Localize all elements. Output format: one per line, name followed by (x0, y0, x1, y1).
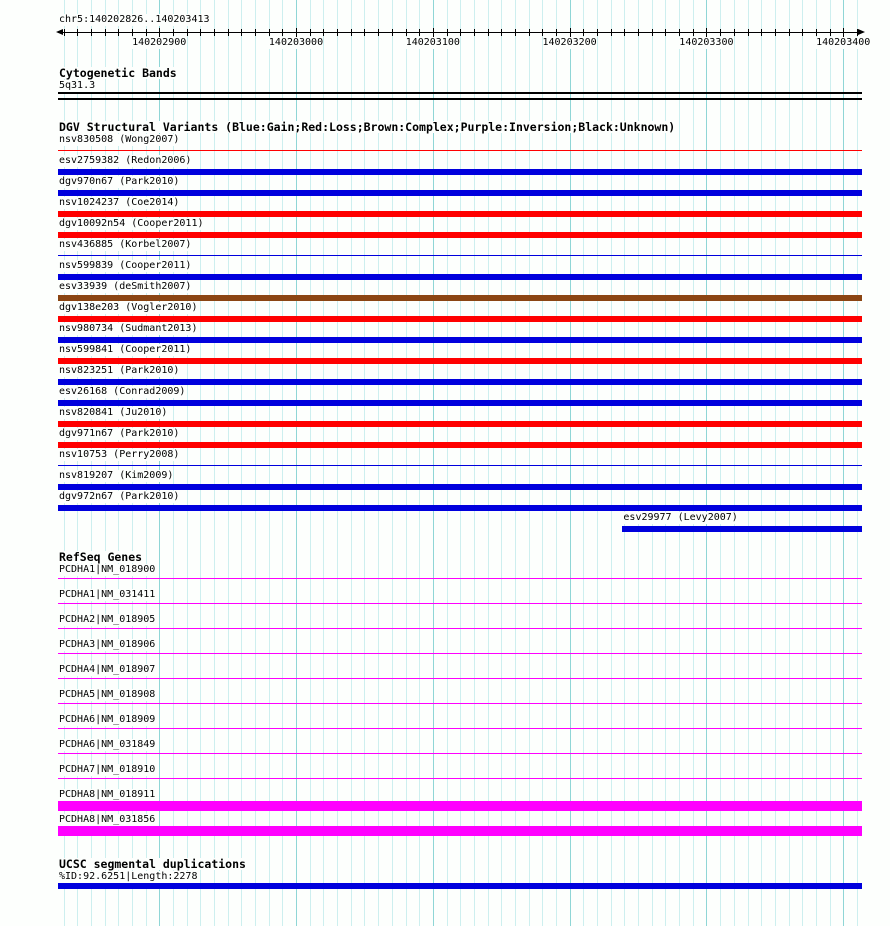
refseq-gene-label[interactable]: PCDHA1|NM_018900 (59, 564, 156, 575)
gridline-major (433, 0, 434, 926)
cytogenetic-bands-title: Cytogenetic Bands (59, 66, 177, 80)
ruler-tick (310, 29, 311, 36)
gridline-minor (857, 0, 858, 926)
gridline-minor (652, 0, 653, 926)
gridline-minor (474, 0, 475, 926)
gridline-minor (378, 0, 379, 926)
dgv-variant-bar[interactable] (58, 295, 862, 301)
ruler-tick (761, 29, 762, 36)
ruler-tick (556, 29, 557, 36)
gridline-major (706, 0, 707, 926)
refseq-gene-label[interactable]: PCDHA5|NM_018908 (59, 689, 156, 700)
refseq-gene-label[interactable]: PCDHA8|NM_018911 (59, 789, 156, 800)
ruler-tick (364, 29, 365, 36)
gridline-minor (542, 0, 543, 926)
ruler-tick (241, 29, 242, 36)
ruler-tick-label: 140203200 (542, 37, 597, 48)
ruler-tick (323, 29, 324, 36)
dgv-variant-label[interactable]: dgv138e203 (Vogler2010) (59, 302, 198, 313)
ruler-tick (501, 29, 502, 36)
refseq-gene-bar[interactable] (58, 653, 862, 654)
gridline-major (296, 0, 297, 926)
ruler-tick (488, 29, 489, 36)
ruler-tick (611, 29, 612, 36)
ruler-tick (706, 28, 707, 37)
dgv-variant-bar[interactable] (58, 442, 862, 448)
ruler-tick (228, 29, 229, 36)
gridline-minor (392, 0, 393, 926)
refseq-gene-label[interactable]: PCDHA7|NM_018910 (59, 764, 156, 775)
dgv-variant-bar[interactable] (58, 190, 862, 196)
ruler-tick (597, 29, 598, 36)
dgv-variant-bar[interactable] (58, 316, 862, 322)
ruler-tick (542, 29, 543, 36)
gridline-minor (556, 0, 557, 926)
ruler-tick (91, 29, 92, 36)
ruler-tick (460, 29, 461, 36)
gridline-minor (679, 0, 680, 926)
gridline-minor (624, 0, 625, 926)
refseq-track-title: RefSeq Genes (59, 550, 143, 564)
ruler-tick (255, 29, 256, 36)
gridline-minor (187, 0, 188, 926)
gridline-minor (447, 0, 448, 926)
gridline-minor (214, 0, 215, 926)
ruler-tick (296, 28, 297, 37)
ruler-tick (105, 29, 106, 36)
refseq-gene-label[interactable]: PCDHA6|NM_018909 (59, 714, 156, 725)
ruler-tick (775, 29, 776, 36)
gridline-minor (761, 0, 762, 926)
dgv-variant-bar[interactable] (58, 169, 862, 175)
ruler-tick (570, 28, 571, 37)
gridline-minor (488, 0, 489, 926)
dgv-variant-bar[interactable] (58, 484, 862, 490)
gridline-minor (830, 0, 831, 926)
gridline-minor (638, 0, 639, 926)
gridline-minor (665, 0, 666, 926)
dgv-variant-bar[interactable] (58, 337, 862, 343)
gridline-minor (529, 0, 530, 926)
gridline-minor (816, 0, 817, 926)
segdup-label[interactable]: %ID:92.6251|Length:2278 (59, 871, 198, 882)
gridline-major (570, 0, 571, 926)
gridline-minor (720, 0, 721, 926)
refseq-gene-label[interactable]: PCDHA3|NM_018906 (59, 639, 156, 650)
refseq-gene-bar[interactable] (58, 603, 862, 604)
gridline-major (843, 0, 844, 926)
dgv-variant-bar[interactable] (58, 232, 862, 238)
dgv-variant-bar[interactable] (622, 526, 862, 532)
dgv-variant-label[interactable]: esv2759382 (Redon2006) (59, 155, 192, 166)
dgv-variant-label[interactable]: nsv980734 (Sudmant2013) (59, 323, 198, 334)
ruler-tick-label: 140203000 (268, 37, 324, 48)
dgv-variant-label[interactable]: dgv972n67 (Park2010) (59, 491, 180, 502)
ruler-tick (748, 29, 749, 36)
ruler-tick (406, 29, 407, 36)
gridline-minor (419, 0, 420, 926)
dgv-variant-bar[interactable] (58, 274, 862, 280)
ruler-tick (638, 29, 639, 36)
refseq-gene-label[interactable]: PCDHA4|NM_018907 (59, 664, 156, 675)
ruler-tick (624, 29, 625, 36)
gridline-minor (255, 0, 256, 926)
dgv-variant-bar[interactable] (58, 211, 862, 217)
dgv-variant-bar[interactable] (58, 255, 862, 256)
gridline-minor (323, 0, 324, 926)
dgv-variant-bar[interactable] (58, 465, 862, 466)
ruler-tick (351, 29, 352, 36)
gridline-minor (611, 0, 612, 926)
dgv-variant-bar[interactable] (58, 505, 862, 511)
refseq-gene-bar[interactable] (58, 628, 862, 629)
dgv-variant-label[interactable]: nsv436885 (Korbel2007) (59, 239, 192, 250)
ruler-tick (857, 29, 858, 36)
gridline-minor (351, 0, 352, 926)
segdup-track-title: UCSC segmental duplications (59, 857, 246, 871)
gridline-minor (775, 0, 776, 926)
refseq-gene-bar[interactable] (58, 753, 862, 754)
ruler-tick (173, 29, 174, 36)
dgv-variant-label[interactable]: nsv1024237 (Coe2014) (59, 197, 180, 208)
dgv-variant-label[interactable]: dgv10092n54 (Cooper2011) (59, 218, 204, 229)
ruler-tick-label: 140202900 (132, 37, 187, 48)
refseq-gene-bar[interactable] (58, 728, 862, 729)
refseq-gene-bar[interactable] (58, 826, 862, 836)
segdup-bar[interactable] (58, 883, 862, 889)
ruler-tick (529, 29, 530, 36)
dgv-variant-label[interactable]: nsv819207 (Kim2009) (59, 470, 174, 481)
ruler-tick (515, 29, 516, 36)
ruler-tick (830, 29, 831, 36)
dgv-variant-bar[interactable] (58, 150, 862, 151)
dgv-variant-label[interactable]: esv26168 (Conrad2009) (59, 386, 186, 397)
gridline-minor (734, 0, 735, 926)
ruler-tick (419, 29, 420, 36)
dgv-variant-label[interactable]: esv29977 (Levy2007) (623, 512, 738, 523)
gridline-minor (501, 0, 502, 926)
ruler-tick (843, 28, 844, 37)
refseq-gene-label[interactable]: PCDHA6|NM_031849 (59, 739, 156, 750)
refseq-gene-bar[interactable] (58, 778, 862, 779)
dgv-variant-label[interactable]: nsv10753 (Perry2008) (59, 449, 180, 460)
ruler-tick (433, 28, 434, 37)
cytoband-label[interactable]: 5q31.3 (59, 80, 96, 91)
gridline-minor (364, 0, 365, 926)
gridline-minor (597, 0, 598, 926)
ruler-tick (200, 29, 201, 36)
gridline-minor (282, 0, 283, 926)
refseq-gene-label[interactable]: PCDHA8|NM_031856 (59, 814, 156, 825)
refseq-gene-bar[interactable] (58, 703, 862, 704)
refseq-gene-label[interactable]: PCDHA1|NM_031411 (59, 589, 156, 600)
gridline-minor (748, 0, 749, 926)
gridline-minor (583, 0, 584, 926)
ruler-tick (337, 29, 338, 36)
ruler-tick (720, 29, 721, 36)
ruler-tick (693, 29, 694, 36)
gridline-minor (337, 0, 338, 926)
dgv-variant-label[interactable]: nsv823251 (Park2010) (59, 365, 180, 376)
refseq-gene-bar[interactable] (58, 678, 862, 679)
refseq-gene-bar[interactable] (58, 801, 862, 811)
dgv-variant-bar[interactable] (58, 358, 862, 364)
dgv-variant-label[interactable]: esv33939 (deSmith2007) (59, 281, 192, 292)
refseq-gene-label[interactable]: PCDHA2|NM_018905 (59, 614, 156, 625)
dgv-variant-bar[interactable] (58, 421, 862, 427)
ruler-tick-label: 140203300 (679, 37, 734, 48)
gridline-minor (406, 0, 407, 926)
ruler-tick (392, 29, 393, 36)
dgv-variant-label[interactable]: nsv830508 (Wong2007) (59, 134, 180, 145)
ruler-tick-label: 140203100 (405, 37, 460, 48)
dgv-variant-label[interactable]: dgv971n67 (Park2010) (59, 428, 180, 439)
ruler-tick (583, 29, 584, 36)
gridline-minor (310, 0, 311, 926)
ruler-tick (378, 29, 379, 36)
ruler-tick (734, 29, 735, 36)
gridline-minor (515, 0, 516, 926)
ruler-tick (146, 29, 147, 36)
gridline-minor (802, 0, 803, 926)
ruler-tick (214, 29, 215, 36)
gridline-minor (789, 0, 790, 926)
ruler-tick (802, 29, 803, 36)
ruler-tick (187, 29, 188, 36)
gridline-minor (460, 0, 461, 926)
ruler-tick (816, 29, 817, 36)
ruler-left-arrow-icon (56, 29, 63, 35)
ruler-right-arrow-icon (858, 29, 865, 35)
gridline-minor (269, 0, 270, 926)
dgv-variant-label[interactable]: nsv599839 (Cooper2011) (59, 260, 192, 271)
dgv-track-title: DGV Structural Variants (Blue:Gain;Red:Loss;Brown:Complex;Purple:Inversion;Black:Unknown) (59, 120, 676, 134)
cytoband-bar[interactable] (58, 92, 862, 100)
ruler-tick (132, 29, 133, 36)
dgv-variant-bar[interactable] (58, 379, 862, 385)
dgv-variant-bar[interactable] (58, 400, 862, 406)
gridline-minor (241, 0, 242, 926)
dgv-variant-label[interactable]: nsv599841 (Cooper2011) (59, 344, 192, 355)
ruler-tick (789, 29, 790, 36)
ruler-tick (652, 29, 653, 36)
ruler-tick (77, 29, 78, 36)
ruler-tick (447, 29, 448, 36)
ruler-tick (269, 29, 270, 36)
dgv-variant-label[interactable]: dgv970n67 (Park2010) (59, 176, 180, 187)
ruler-tick (665, 29, 666, 36)
dgv-variant-label[interactable]: nsv820841 (Ju2010) (59, 407, 168, 418)
ruler-tick (474, 29, 475, 36)
ruler-tick (118, 29, 119, 36)
ruler-tick (159, 28, 160, 37)
ruler-tick-label: 140203400 (816, 37, 871, 48)
ruler-tick (679, 29, 680, 36)
refseq-gene-bar[interactable] (58, 578, 862, 579)
region-label: chr5:140202826..140203413 (59, 14, 210, 25)
gridline-minor (200, 0, 201, 926)
ruler-tick (64, 29, 65, 36)
ruler-tick (282, 29, 283, 36)
gridline-minor (693, 0, 694, 926)
gridline-minor (228, 0, 229, 926)
